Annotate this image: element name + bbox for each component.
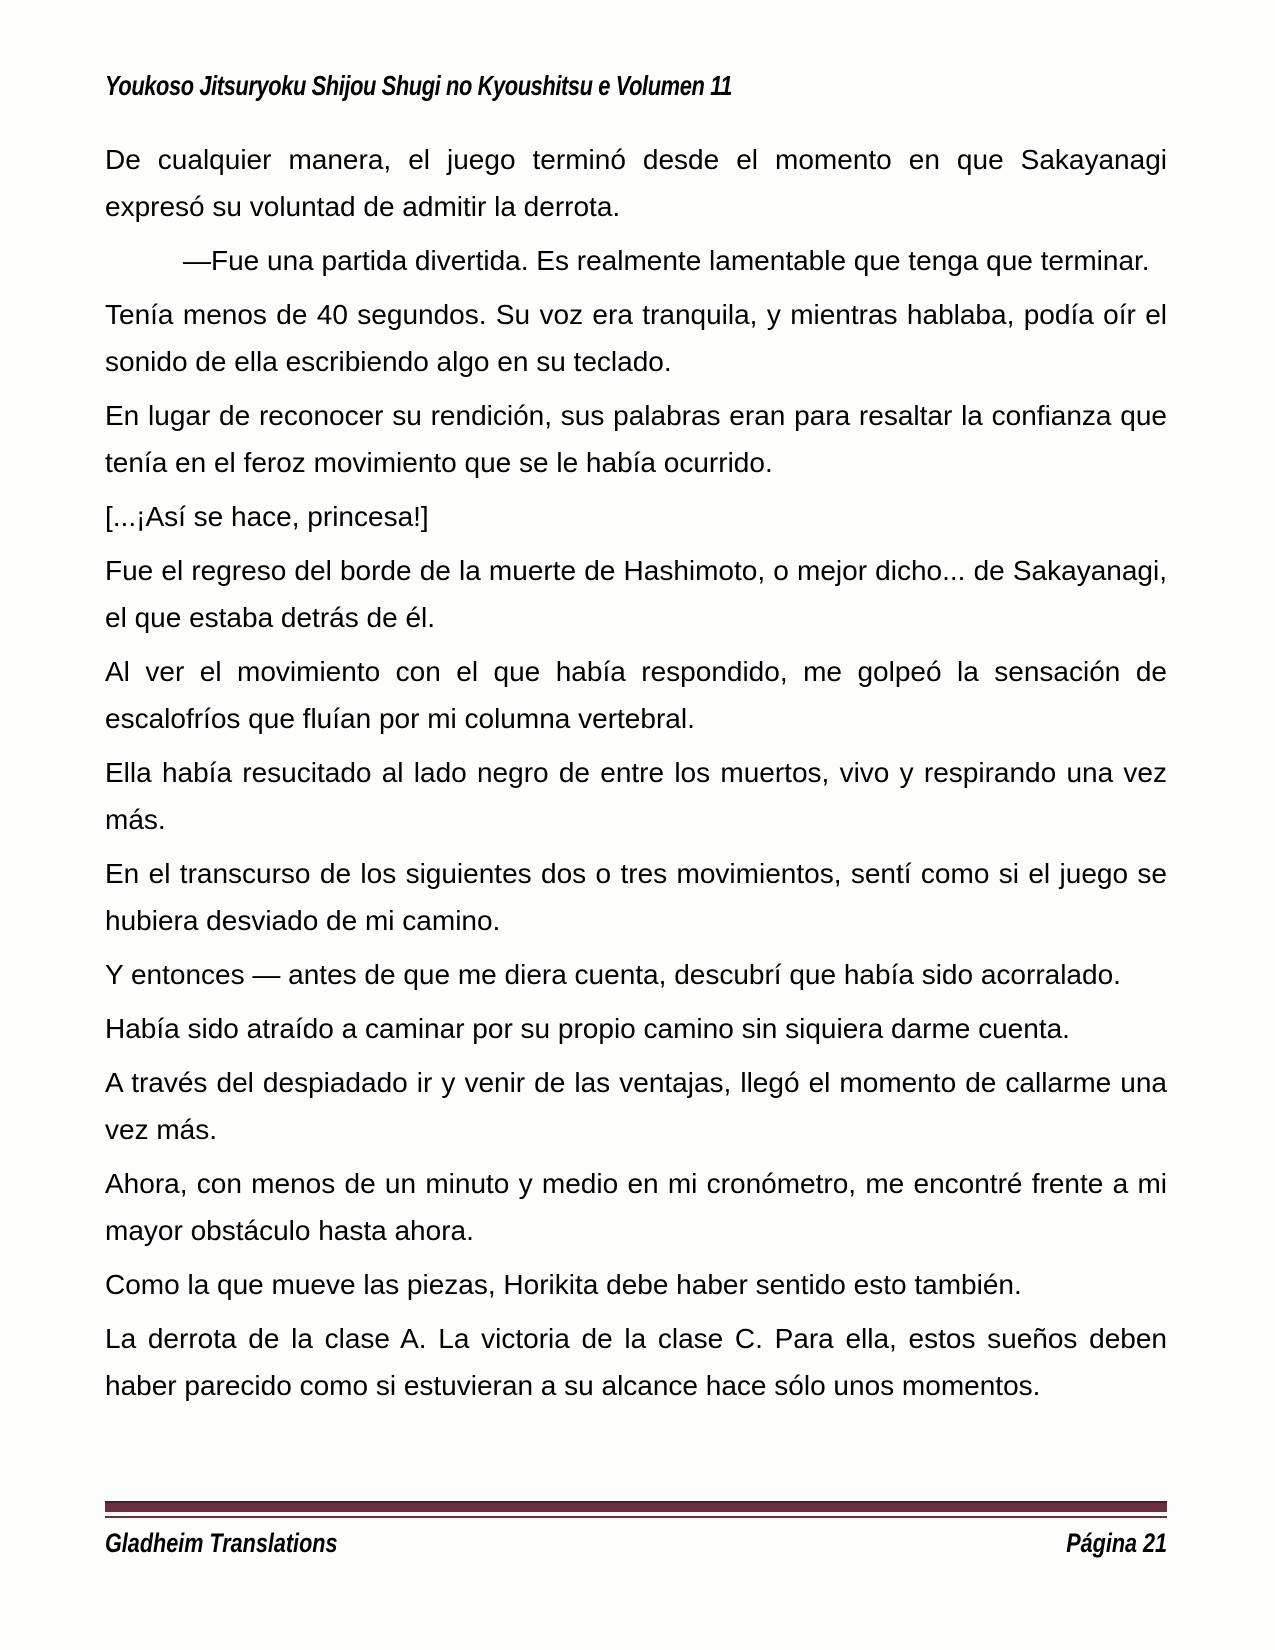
body-paragraph: Al ver el movimiento con el que había respondido, me golpeó la sensación de escalofríos que fluían por mi columna vertebral. [105, 656, 1167, 734]
body-paragraph: [...¡Así se hace, princesa!] [105, 501, 429, 532]
body-paragraph: —Fue una partida divertida. Es realmente lamentable que tenga que terminar. [183, 245, 1150, 276]
page-body [105, 136, 1167, 1409]
body-paragraph: En lugar de reconocer su rendición, sus palabras eran para resaltar la confianza que tenía en el feroz movimiento que se le había ocurrido. [105, 400, 1167, 478]
body-paragraph: Como la que mueve las piezas, Horikita debe haber sentido esto también. [105, 1269, 1022, 1300]
page-header [105, 0, 1167, 104]
page-footer [105, 1501, 1167, 1559]
body-paragraph: Tenía menos de 40 segundos. Su voz era tranquila, y mientras hablaba, podía oír el sonido de ella escribiendo algo en su teclado. [105, 299, 1167, 377]
footer-rule-thin-bar [105, 1516, 1167, 1518]
body-paragraph: De cualquier manera, el juego terminó desde el momento en que Sakayanagi expresó su voluntad de admitir la derrota. [105, 144, 1167, 222]
footer-page-number: Página 21 [1066, 1528, 1167, 1558]
footer-translator: Gladheim Translations [105, 1528, 338, 1558]
body-paragraph: Había sido atraído a caminar por su propio camino sin siquiera darme cuenta. [105, 1013, 1070, 1044]
body-paragraph: La derrota de la clase A. La victoria de la clase C. Para ella, estos sueños deben haber parecido como si estuvieran a su alcance hace sólo unos momentos. [105, 1323, 1167, 1401]
footer-row [105, 1527, 1167, 1559]
body-paragraph: Y entonces — antes de que me diera cuenta, descubrí que había sido acorralado. [105, 959, 1121, 990]
body-paragraph: En el transcurso de los siguientes dos o tres movimientos, sentí como si el juego se hubiera desviado de mi camino. [105, 858, 1167, 936]
footer-rule-thick-bar [105, 1501, 1167, 1512]
body-paragraph: A través del despiadado ir y venir de las ventajas, llegó el momento de callarme una vez más. [105, 1067, 1167, 1145]
body-paragraph: Fue el regreso del borde de la muerte de Hashimoto, o mejor dicho... de Sakayanagi, el que estaba detrás de él. [105, 555, 1167, 633]
body-paragraph: Ahora, con menos de un minuto y medio en mi cronómetro, me encontré frente a mi mayor obstáculo hasta ahora. [105, 1168, 1167, 1246]
header-title: Youkoso Jitsuryoku Shijou Shugi no Kyoushitsu e Volumen 11 [105, 70, 732, 101]
body-paragraph: Ella había resucitado al lado negro de entre los muertos, vivo y respirando una vez más. [105, 757, 1167, 835]
footer-rule [105, 1501, 1167, 1518]
